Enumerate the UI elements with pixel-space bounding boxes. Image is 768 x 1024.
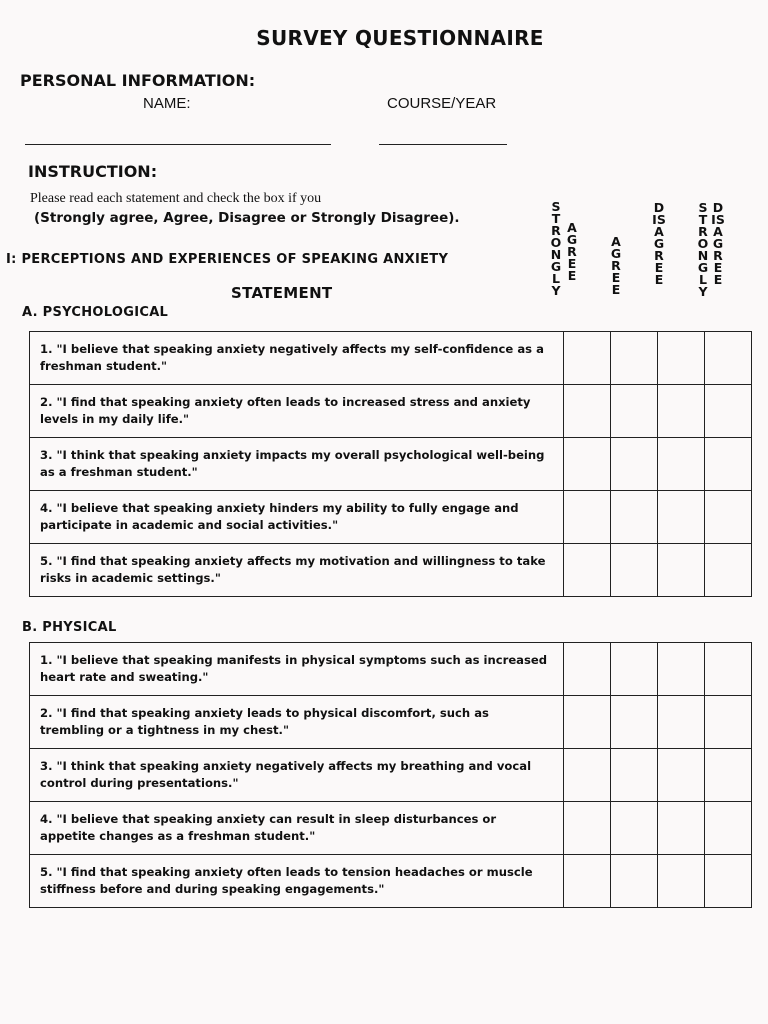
checkbox-disagree[interactable] <box>658 643 705 696</box>
checkbox-agree[interactable] <box>611 749 658 802</box>
checkbox-disagree[interactable] <box>658 696 705 749</box>
checkbox-agree[interactable] <box>611 385 658 438</box>
checkbox-strongly-disagree[interactable] <box>705 749 752 802</box>
checkbox-strongly-disagree[interactable] <box>705 855 752 908</box>
checkbox-strongly-agree[interactable] <box>564 385 611 438</box>
statement-text: 4. "I believe that speaking anxiety hinders my ability to fully engage and participate in academic and social activities." <box>30 491 564 544</box>
checkbox-strongly-disagree[interactable] <box>705 491 752 544</box>
checkbox-strongly-agree[interactable] <box>564 438 611 491</box>
checkbox-disagree[interactable] <box>658 438 705 491</box>
table-row <box>30 643 752 696</box>
checkbox-disagree[interactable] <box>658 749 705 802</box>
table-row <box>30 802 752 855</box>
table-row <box>30 332 752 385</box>
table-row <box>30 491 752 544</box>
checkbox-strongly-disagree[interactable] <box>705 696 752 749</box>
checkbox-agree[interactable] <box>611 332 658 385</box>
checkbox-strongly-agree[interactable] <box>564 544 611 597</box>
checkbox-agree[interactable] <box>611 491 658 544</box>
checkbox-disagree[interactable] <box>658 802 705 855</box>
statement-text: 1. "I believe that speaking manifests in physical symptoms such as increased heart rate and sweating." <box>30 643 564 696</box>
checkbox-strongly-agree[interactable] <box>564 491 611 544</box>
checkbox-strongly-disagree[interactable] <box>705 802 752 855</box>
checkbox-strongly-agree[interactable] <box>564 749 611 802</box>
statement-text: 5. "I find that speaking anxiety affects my motivation and willingness to take risks in academic settings." <box>30 544 564 597</box>
checkbox-strongly-disagree[interactable] <box>705 332 752 385</box>
statement-header: STATEMENT <box>231 284 333 302</box>
table-row <box>30 855 752 908</box>
statement-text: 2. "I find that speaking anxiety often leads to increased stress and anxiety levels in my daily life." <box>30 385 564 438</box>
col-strongly-agree-word1: STRONGLY <box>550 199 562 298</box>
checkbox-agree[interactable] <box>611 696 658 749</box>
physical-label: B. PHYSICAL <box>22 620 117 635</box>
checkbox-disagree[interactable] <box>658 855 705 908</box>
section-title: I: PERCEPTIONS AND EXPERIENCES OF SPEAKING ANXIETY <box>6 252 449 267</box>
psychological-table <box>29 331 752 597</box>
instruction-heading: INSTRUCTION: <box>28 162 158 181</box>
instruction-options: (Strongly agree, Agree, Disagree or Strongly Disagree). <box>34 210 460 226</box>
statement-text: 1. "I believe that speaking anxiety negatively affects my self-confidence as a freshman student." <box>30 332 564 385</box>
statement-text: 5. "I find that speaking anxiety often leads to tension headaches or muscle stiffness before and during speaking engagements." <box>30 855 564 908</box>
checkbox-disagree[interactable] <box>658 491 705 544</box>
checkbox-strongly-disagree[interactable] <box>705 385 752 438</box>
checkbox-strongly-agree[interactable] <box>564 696 611 749</box>
statement-text: 3. "I think that speaking anxiety negatively affects my breathing and vocal control during presentations." <box>30 749 564 802</box>
col-strongly-disagree-word2: DISAGREE <box>711 200 725 287</box>
checkbox-disagree[interactable] <box>658 385 705 438</box>
course-year-label: COURSE/YEAR <box>387 95 497 112</box>
checkbox-agree[interactable] <box>611 438 658 491</box>
course-year-line[interactable] <box>379 144 507 145</box>
checkbox-strongly-agree[interactable] <box>564 643 611 696</box>
page-title: SURVEY QUESTIONNAIRE <box>256 26 544 50</box>
checkbox-agree[interactable] <box>611 643 658 696</box>
instruction-text: Please read each statement and check the box if you <box>30 191 322 206</box>
name-line[interactable] <box>25 144 331 145</box>
col-strongly-agree-word2: AGREE <box>566 220 578 283</box>
col-agree: AGREE <box>610 234 622 297</box>
checkbox-strongly-agree[interactable] <box>564 332 611 385</box>
checkbox-strongly-agree[interactable] <box>564 802 611 855</box>
table-row <box>30 385 752 438</box>
table-row <box>30 438 752 491</box>
table-row <box>30 749 752 802</box>
statement-text: 2. "I find that speaking anxiety leads to physical discomfort, such as trembling or a tightness in my chest." <box>30 696 564 749</box>
col-disagree: DISAGREE <box>652 200 666 287</box>
checkbox-strongly-disagree[interactable] <box>705 438 752 491</box>
physical-table <box>29 642 752 908</box>
checkbox-disagree[interactable] <box>658 544 705 597</box>
checkbox-strongly-agree[interactable] <box>564 855 611 908</box>
checkbox-strongly-disagree[interactable] <box>705 643 752 696</box>
checkbox-agree[interactable] <box>611 544 658 597</box>
psychological-label: A. PSYCHOLOGICAL <box>22 305 169 320</box>
table-row <box>30 696 752 749</box>
checkbox-strongly-disagree[interactable] <box>705 544 752 597</box>
checkbox-agree[interactable] <box>611 802 658 855</box>
table-row <box>30 544 752 597</box>
col-strongly-disagree-word1: STRONGLY <box>697 200 709 299</box>
checkbox-disagree[interactable] <box>658 332 705 385</box>
statement-text: 3. "I think that speaking anxiety impacts my overall psychological well-being as a freshman student." <box>30 438 564 491</box>
name-label: NAME: <box>143 95 191 112</box>
statement-text: 4. "I believe that speaking anxiety can result in sleep disturbances or appetite changes as a freshman student." <box>30 802 564 855</box>
personal-info-heading: PERSONAL INFORMATION: <box>20 71 256 90</box>
checkbox-agree[interactable] <box>611 855 658 908</box>
